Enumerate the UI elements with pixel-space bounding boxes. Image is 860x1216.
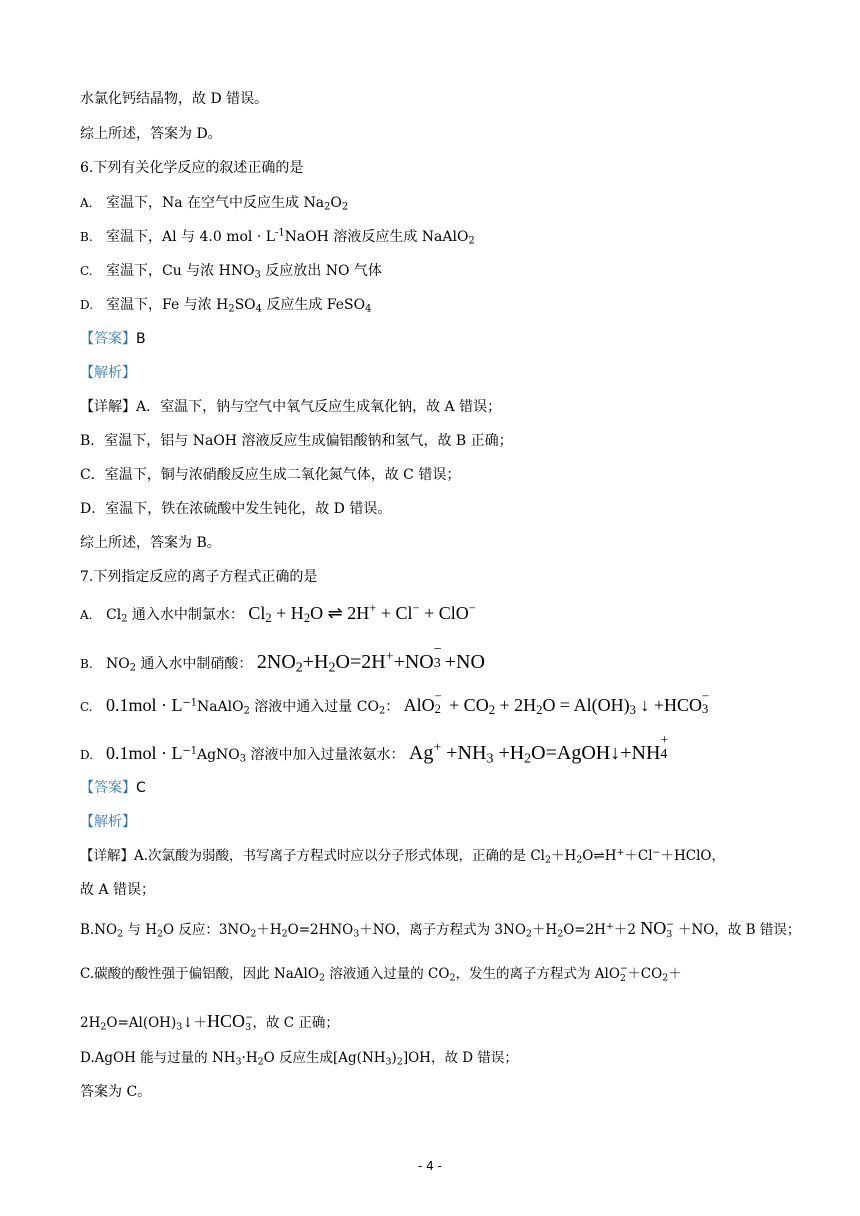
q6-option-b: B. 室温下，Al 与 4.0 mol · $L^{-1}NaOH$ 溶液反应生成 NaAlO$_2$	[80, 227, 475, 247]
q6-option-c: C. 室温下，Cu 与浓 $HNO_3$ 反应放出 NO 气体	[80, 263, 382, 281]
text-line: 水氯化钙结晶物，故 D 错误。	[80, 91, 269, 107]
q6-detail-a: 【详解】A．室温下，钠与空气中氧气反应生成氧化钠，故 A 错误；	[80, 399, 502, 415]
equation-b: $2NO_2+H_2O=2H^++NO$ − 3 +NO	[256, 642, 485, 676]
q6-detail-d: D．室温下，铁在浓硫酸中发生钝化，故 D 错误。	[80, 501, 392, 517]
equation-d: $Ag^+ +NH_3$ $+H_2O=AgOH↓+NH$ + 4	[408, 733, 669, 767]
question-7-stem: 7.下列指定反应的离子方程式正确的是	[80, 569, 318, 585]
q7-detail-d: D.AgOH 能与过量的 $NH_3\cdot H_2O$ 反应生成$[Ag(NH_3)_2]OH$，故 D 错误；	[80, 1050, 518, 1068]
q6-answer: 【答案】B	[80, 331, 146, 347]
q7-analysis-tag: 【解析】	[80, 814, 136, 830]
q7-detail-c-cont: $2H_2O=Al(OH)_3↓+HCO$ − 3 ，故 C 正确；	[80, 1011, 339, 1033]
q7-detail-a-end: 故 A 错误；	[80, 882, 156, 898]
q7-option-b: B. $NO_2$ 通入水中制硝酸： $2NO_2+H_2O=2H^++NO$ − 3 +NO	[80, 642, 485, 676]
q7-detail-a: 【详解】A.次氯酸为弱酸，书写离子方程式时应以分子形式体现，正确的是 $Cl_2+H_2O\rightleftharpoons H^++Cl^-+HClO$，	[80, 846, 725, 866]
equation-a: $Cl_2 + H_2O$ ⇌ 2H+ + Cl− + ClO−	[248, 601, 476, 626]
q7-detail-c: C.碳酸的酸性强于偏铝酸，因此 NaAlO$_2$ 溶液通入过量的 $CO_2$，发生的离子方程式为 AlO − 2 $+CO_2+$	[80, 963, 682, 984]
q7-option-c: C. $0.1mol \cdot L^{-1}NaAlO_2$ 溶液中通入过量 $CO_2$： AlO − 2 + $CO_2 + 2H_2O = Al(OH)_3$ ↓ +HCO − 3	[80, 693, 712, 717]
q6-summary: 综上所述，答案为 B。	[80, 535, 221, 551]
equation-c: AlO − 2 + $CO_2 + 2H_2O = Al(OH)_3$ ↓ +HCO − 3	[403, 689, 710, 718]
q6-option-d: D. 室温下，Fe 与浓 $H_2SO_4$ 反应生成 FeSO$_4$	[80, 297, 372, 315]
question-6-stem: 6.下列有关化学反应的叙述正确的是	[80, 160, 304, 176]
q6-detail-b: B．室温下，铝与 NaOH 溶液反应生成偏铝酸钠和氢气，故 B 正确；	[80, 433, 513, 449]
q7-answer: 【答案】C	[80, 780, 146, 796]
q7-option-a: A. $Cl_2$ 通入水中制氯水： $Cl_2 + H_2O$ ⇌ 2H+ + Cl− + ClO−	[80, 601, 476, 626]
q6-option-a: A. 室温下，Na 在空气中反应生成 $Na_2O_2$	[80, 195, 349, 213]
q7-summary: 答案为 C。	[80, 1084, 152, 1100]
text-line: 综上所述，答案为 D。	[80, 126, 222, 142]
q6-detail-c: C．室温下，铜与浓硝酸反应生成二氧化氮气体，故 C 错误；	[80, 467, 461, 483]
q7-detail-b: $B.NO_2$ 与 $H_2O$ 反应：$3NO_2+H_2O=2HNO_3+NO$，离子方程式为 $3NO_2+H_2O=2H^++2$ NO − 3 ＋NO，故 B 错误；	[80, 918, 801, 940]
q6-analysis-tag: 【解析】	[80, 365, 136, 381]
page-number: - 4 -	[418, 1159, 442, 1173]
q7-option-d: D. $0.1mol \cdot L^{-1}AgNO_3$ 溶液中加入过量浓氨水： $Ag^+ +NH_3$ $+H_2O=AgOH↓+NH$ + 4	[80, 739, 671, 765]
